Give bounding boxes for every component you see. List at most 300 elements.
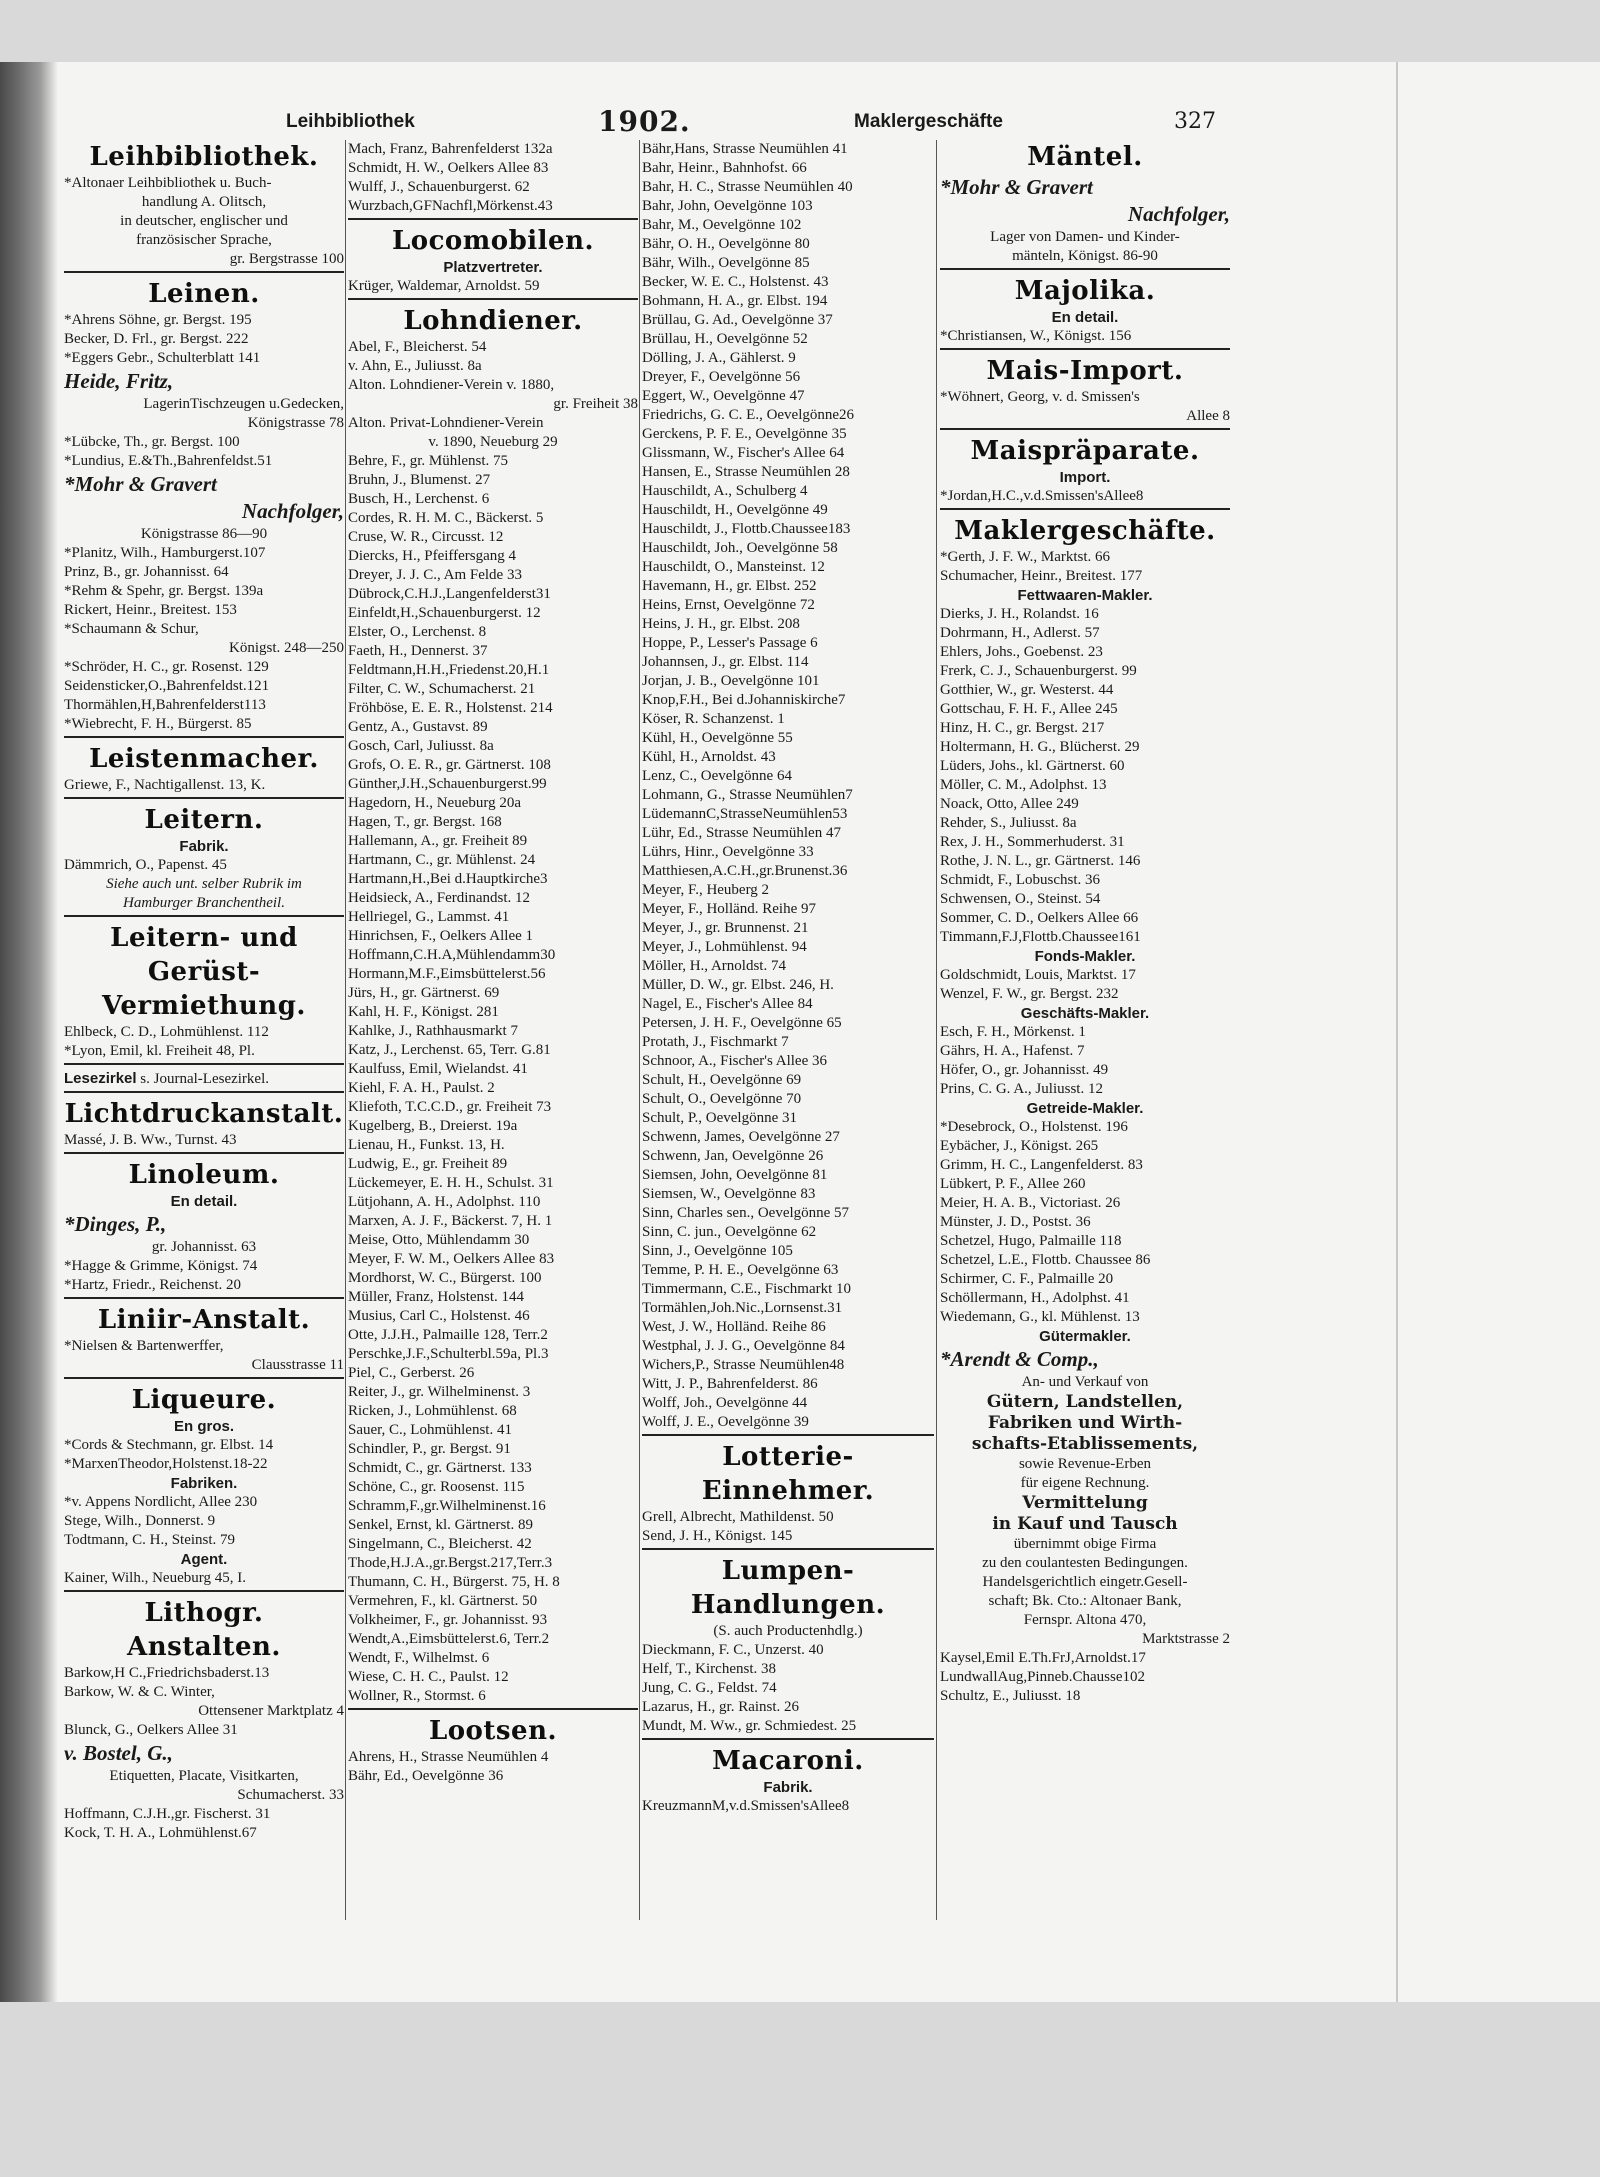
- cross-reference-heading: Lesezirkel: [64, 1070, 137, 1087]
- section-heading: Linoleum.: [128, 1160, 280, 1190]
- listing-entry: Königst. 248—250: [228, 640, 344, 656]
- listing-entry: gr. Johannisst. 63: [151, 1239, 257, 1255]
- listing-entry: Kliefoth, T.C.C.D., gr. Freiheit 73: [348, 1099, 552, 1115]
- section-heading: Maklergeschäfte.: [954, 516, 1216, 546]
- category-subheading: Geschäfts-Makler.: [1020, 1005, 1150, 1022]
- listing-entry: gr. Freiheit 38: [553, 396, 638, 412]
- listing-entry: Schult, P., Oevelgönne 31: [642, 1110, 797, 1126]
- listing-entry: Griewe, F., Nachtigallenst. 13, K.: [64, 777, 266, 793]
- column-rule: [639, 140, 640, 1920]
- listing-entry: Rehder, S., Juliusst. 8a: [940, 815, 1077, 831]
- section-rule: [940, 508, 1230, 510]
- listing-entry: Lohmann, G., Strasse Neumühlen7: [642, 787, 853, 803]
- listing-entry: Wendt,A.,Eimsbüttelerst.6, Terr.2: [348, 1631, 550, 1647]
- listing-entry: Meier, H. A. B., Victoriast. 26: [940, 1195, 1121, 1211]
- listing-entry: LüdemannC,StrasseNeumühlen53: [642, 806, 848, 822]
- listing-entry: Bahr, H. C., Strasse Neumühlen 40: [642, 179, 853, 195]
- listing-entry: *Rehm & Spehr, gr. Bergst. 139a: [64, 583, 264, 599]
- listing-entry: Busch, H., Lerchenst. 6: [348, 491, 490, 507]
- listing-entry: Marxen, A. J. F., Bäckerst. 7, H. 1: [348, 1213, 553, 1229]
- listing-entry: Lager von Damen- und Kinder-: [990, 229, 1180, 245]
- listing-entry: Friedrichs, G. C. E., Oevelgönne26: [642, 407, 855, 423]
- section-heading: Lotterie-Einnehmer.: [701, 1442, 875, 1506]
- listing-entry: Tormählen,Joh.Nic.,Lornsenst.31: [642, 1300, 843, 1316]
- listing-entry: Prinz, B., gr. Johannisst. 64: [64, 564, 229, 580]
- listing-entry: *v. Appens Nordlicht, Allee 230: [64, 1494, 258, 1510]
- page-number: 327: [1174, 109, 1216, 134]
- listing-entry: Barkow,H C.,Friedrichsbaderst.13: [64, 1665, 270, 1681]
- directory-section: [64, 1152, 344, 1295]
- listing-entry: *Jordan,H.C.,v.d.Smissen'sAllee8: [940, 488, 1144, 504]
- section-heading: Locomobilen.: [391, 226, 595, 256]
- listing-entry: Gottschau, F. H. F., Allee 245: [940, 701, 1118, 717]
- listing-entry: Schirmer, C. F., Palmaille 20: [940, 1271, 1114, 1287]
- listing-entry: Wiedemann, G., kl. Mühlenst. 13: [940, 1309, 1140, 1325]
- section-rule: [64, 1590, 344, 1592]
- listing-entry: Münster, J. D., Postst. 36: [940, 1214, 1091, 1230]
- section-heading: Macaroni.: [712, 1746, 864, 1776]
- listing-entry: KreuzmannM,v.d.Smissen'sAllee8: [642, 1798, 850, 1814]
- directory-section: [642, 1548, 934, 1736]
- listing-entry: *Gerth, J. F. W., Marktst. 66: [940, 549, 1111, 565]
- listing-entry: Protath, J., Fischmarkt 7: [642, 1034, 789, 1050]
- listing-entry: Kugelberg, B., Dreierst. 19a: [348, 1118, 518, 1134]
- listing-entry: Gerckens, P. F. E., Oevelgönne 35: [642, 426, 847, 442]
- directory-section: [64, 1377, 344, 1588]
- directory-section: [64, 1091, 344, 1150]
- listing-entry: Thormählen,H,Bahrenfelderst113: [64, 697, 266, 713]
- header-left: Leihbibliothek: [286, 111, 415, 132]
- section-subheading: Platzvertreter.: [443, 259, 543, 276]
- listing-entry: Schwenn, Jan, Oevelgönne 26: [642, 1148, 824, 1164]
- listing-entry: Piel, C., Gerberst. 26: [348, 1365, 475, 1381]
- listing-entry: Möller, C. M., Adolphst. 13: [940, 777, 1107, 793]
- listing-entry: Sommer, C. D., Oelkers Allee 66: [940, 910, 1139, 926]
- listing-entry: Glissmann, W., Fischer's Allee 64: [642, 445, 845, 461]
- listing-entry: Schultz, E., Juliusst. 18: [940, 1688, 1081, 1704]
- listing-entry: Faeth, H., Dennerst. 37: [348, 643, 488, 659]
- listing-entry: Singelmann, C., Bleicherst. 42: [348, 1536, 532, 1552]
- listing-entry: Hartmann,H.,Bei d.Hauptkirche3: [348, 871, 548, 887]
- listing-entry: Schetzel, L.E., Flottb. Chaussee 86: [940, 1252, 1151, 1268]
- listing-entry: Seidensticker,O.,Bahrenfeldst.121: [64, 678, 270, 694]
- listing-entry: Schwensen, O., Steinst. 54: [940, 891, 1101, 907]
- listing-entry: Perschke,J.F.,Schulterbl.59a, Pl.3: [348, 1346, 549, 1362]
- listing-entry: Wulff, J., Schauenburgerst. 62: [348, 179, 530, 195]
- listing-entry: Grimm, H. C., Langenfelderst. 83: [940, 1157, 1143, 1173]
- listing-entry: Lenz, C., Oevelgönne 64: [642, 768, 792, 784]
- listing-entry: Eybächer, J., Königst. 265: [940, 1138, 1099, 1154]
- listing-entry: schaft; Bk. Cto.: Altonaer Bank,: [988, 1593, 1182, 1609]
- cross-reference: [64, 1069, 344, 1089]
- category-subheading: Getreide-Makler.: [1026, 1100, 1144, 1117]
- listing-entry: Hallemann, A., gr. Freiheit 89: [348, 833, 528, 849]
- listing-entry: Kahl, H. F., Königst. 281: [348, 1004, 499, 1020]
- listing-entry: Lienau, H., Funkst. 13, H.: [348, 1137, 505, 1153]
- listing-entry: Hinz, H. C., gr. Bergst. 217: [940, 720, 1105, 736]
- directory-section: [940, 140, 1230, 266]
- section-heading: Lootsen.: [428, 1716, 558, 1746]
- section-subheading: Import.: [1059, 469, 1111, 486]
- listing-entry: Otte, J.J.H., Palmaille 128, Terr.2: [348, 1327, 548, 1343]
- category-subheading: Fettwaaren-Makler.: [1017, 587, 1153, 604]
- listing-entry: Schnoor, A., Fischer's Allee 36: [642, 1053, 828, 1069]
- featured-listing: *Arendt & Comp.,: [940, 1347, 1099, 1371]
- listing-entry: Wendt, F., Wilhelmst. 6: [348, 1650, 490, 1666]
- listing-entry: Möller, H., Arnoldst. 74: [642, 958, 786, 974]
- listing-entry: Bohmann, H. A., gr. Elbst. 194: [642, 293, 828, 309]
- listing-entry: Schmidt, F., Lobuschst. 36: [940, 872, 1101, 888]
- section-rule: [64, 271, 344, 273]
- listing-entry: Mordhorst, W. C., Bürgerst. 100: [348, 1270, 542, 1286]
- section-rule: [64, 1152, 344, 1154]
- listing-entry: Blunck, G., Oelkers Allee 31: [64, 1722, 238, 1738]
- directory-section: [642, 1738, 934, 1816]
- listing-entry: Hauschildt, Joh., Oevelgönne 58: [642, 540, 838, 556]
- section-rule: [348, 218, 638, 220]
- listing-entry: An- und Verkauf von: [1021, 1374, 1149, 1390]
- listing-entry: Sinn, Charles sen., Oevelgönne 57: [642, 1205, 850, 1221]
- section-heading: Majolika.: [1014, 276, 1156, 306]
- listing-entry: Einfeldt,H.,Schauenburgerst. 12: [348, 605, 541, 621]
- listing-entry: Matthiesen,A.C.H.,gr.Brunenst.36: [642, 863, 848, 879]
- section-rule: [64, 797, 344, 799]
- listing-entry: Lütjohann, A. H., Adolphst. 110: [348, 1194, 541, 1210]
- listing-entry: Dreyer, J. J. C., Am Felde 33: [348, 567, 522, 583]
- section-heading: Lumpen-Handlungen.: [690, 1556, 886, 1620]
- listing-entry: Sinn, J., Oevelgönne 105: [642, 1243, 793, 1259]
- listing-entry: Alton. Lohndiener-Verein v. 1880,: [348, 377, 555, 393]
- listing-entry: v. Ahn, E., Juliusst. 8a: [348, 358, 482, 374]
- listing-entry: Behre, F., gr. Mühlenst. 75: [348, 453, 509, 469]
- section-rule: [642, 1434, 934, 1436]
- section-heading: Lohndiener.: [403, 306, 583, 336]
- listing-entry: Lübkert, P. F., Allee 260: [940, 1176, 1086, 1192]
- listing-entry: Kaulfuss, Emil, Wielandst. 41: [348, 1061, 528, 1077]
- listing-entry: Lühr, Ed., Strasse Neumühlen 47: [642, 825, 841, 841]
- listing-entry: LundwallAug,Pinneb.Chausse102: [940, 1669, 1145, 1685]
- listing-entry: Gährs, H. A., Hafenst. 7: [940, 1043, 1085, 1059]
- listing-entry: Diercks, H., Pfeiffersgang 4: [348, 548, 517, 564]
- listing-entry: *Wöhnert, Georg, v. d. Smissen's: [940, 389, 1140, 405]
- directory-section: [64, 140, 344, 269]
- listing-entry: Gütern, Landstellen,: [986, 1392, 1184, 1412]
- listing-entry: gr. Bergstrasse 100: [229, 251, 344, 267]
- directory-section: [64, 915, 344, 1061]
- section-subheading: En detail.: [170, 1193, 238, 1210]
- directory-section: [348, 140, 638, 216]
- listing-entry: Höfer, O., gr. Johannisst. 49: [940, 1062, 1109, 1078]
- listing-entry: Eggert, W., Oevelgönne 47: [642, 388, 805, 404]
- listing-entry: *Hagge & Grimme, Königst. 74: [64, 1258, 258, 1274]
- listing-entry: Hartmann, C., gr. Mühlenst. 24: [348, 852, 536, 868]
- listing-entry: *Ahrens Söhne, gr. Bergst. 195: [64, 312, 252, 328]
- listing-entry: Schult, H., Oevelgönne 69: [642, 1072, 802, 1088]
- listing-entry: Kainer, Wilh., Neueburg 45, I.: [64, 1570, 246, 1586]
- listing-entry: Hagedorn, H., Neueburg 20a: [348, 795, 522, 811]
- section-rule: [64, 1063, 344, 1065]
- listing-entry: Dämmrich, O., Papenst. 45: [64, 857, 227, 873]
- listing-entry: *Desebrock, O., Holstenst. 196: [940, 1119, 1128, 1135]
- listing-entry: Heins, Ernst, Oevelgönne 72: [642, 597, 815, 613]
- listing-entry: in deutscher, englischer und: [120, 213, 288, 229]
- listing-entry: Schindler, P., gr. Bergst. 91: [348, 1441, 511, 1457]
- listing-entry: Ludwig, E., gr. Freiheit 89: [348, 1156, 508, 1172]
- listing-entry: handlung A. Olitsch,: [141, 194, 267, 210]
- directory-section: [64, 797, 344, 913]
- listing-entry: Köser, R. Schanzenst. 1: [642, 711, 785, 727]
- listing-entry: Lührs, Hinr., Oevelgönne 33: [642, 844, 814, 860]
- listing-entry: Nagel, E., Fischer's Allee 84: [642, 996, 813, 1012]
- listing-entry: Kiehl, F. A. H., Paulst. 2: [348, 1080, 495, 1096]
- listing-entry: Hoppe, P., Lesser's Passage 6: [642, 635, 818, 651]
- category-subheading: Fonds-Makler.: [1034, 948, 1136, 965]
- listing-entry: übernimmt obige Firma: [1013, 1536, 1157, 1552]
- section-heading: Mäntel.: [1027, 142, 1143, 172]
- listing-entry: Ahrens, H., Strasse Neumühlen 4: [348, 1749, 549, 1765]
- section-rule: [64, 1091, 344, 1093]
- listing-entry: Müller, D. W., gr. Elbst. 246, H.: [642, 977, 834, 993]
- directory-section: [64, 1590, 344, 1843]
- listing-entry: Wollner, R., Stormst. 6: [348, 1688, 486, 1704]
- directory-section: [940, 508, 1230, 1706]
- listing-entry: Grofs, O. E. R., gr. Gärtnerst. 108: [348, 757, 551, 773]
- section-subheading: En gros.: [173, 1418, 234, 1435]
- directory-section: [940, 348, 1230, 426]
- listing-entry: Bruhn, J., Blumenst. 27: [348, 472, 491, 488]
- listing-entry: Hamburger Branchentheil.: [123, 895, 285, 911]
- column-4: [940, 140, 1230, 1940]
- listing-entry: Wiese, C. H. C., Paulst. 12: [348, 1669, 509, 1685]
- featured-listing: Nachfolger,: [1127, 202, 1230, 226]
- page-edge: [1396, 62, 1398, 2002]
- listing-entry: Hauschildt, H., Oevelgönne 49: [642, 502, 828, 518]
- directory-section: [64, 1297, 344, 1375]
- section-rule: [940, 268, 1230, 270]
- listing-entry: schafts-Etablissements,: [971, 1434, 1199, 1454]
- section-heading: Mais-Import.: [986, 356, 1184, 386]
- listing-entry: Dölling, J. A., Gählerst. 9: [642, 350, 796, 366]
- listing-entry: Hoffmann, C.J.H.,gr. Fischerst. 31: [64, 1806, 271, 1822]
- listing-entry: Reiter, J., gr. Wilhelminenst. 3: [348, 1384, 531, 1400]
- category-subheading: Gütermakler.: [1039, 1328, 1131, 1345]
- listing-entry: Schult, O., Oevelgönne 70: [642, 1091, 802, 1107]
- listing-entry: Wurzbach,GFNachfl,Mörkenst.43: [348, 198, 553, 214]
- listing-entry: Becker, W. E. C., Holstenst. 43: [642, 274, 829, 290]
- listing-entry: Katz, J., Lerchenst. 65, Terr. G.81: [348, 1042, 551, 1058]
- listing-entry: LagerinTischzeugen u.Gedecken,: [143, 396, 344, 412]
- listing-entry: Bähr, Wilh., Oevelgönne 85: [642, 255, 810, 271]
- section-rule: [940, 428, 1230, 430]
- listing-entry: West, J. W., Holländ. Reihe 86: [642, 1319, 826, 1335]
- listing-entry: französischer Sprache,: [136, 232, 272, 248]
- listing-entry: Schwenn, James, Oevelgönne 27: [642, 1129, 840, 1145]
- listing-entry: Frerk, C. J., Schauenburgerst. 99: [940, 663, 1137, 679]
- listing-entry: Meyer, F., Heuberg 2: [642, 882, 770, 898]
- section-rule: [64, 1297, 344, 1299]
- listing-entry: Knop,F.H., Bei d.Johanniskirche7: [642, 692, 846, 708]
- featured-listing: v. Bostel, G.,: [64, 1741, 173, 1765]
- listing-entry: sowie Revenue-Erben: [1018, 1456, 1152, 1472]
- section-heading: Lichtdruckanstalt.: [64, 1099, 344, 1129]
- featured-listing: *Dinges, P.,: [64, 1212, 167, 1236]
- directory-section: [940, 268, 1230, 346]
- listing-entry: Timmann,F.J,Flottb.Chaussee161: [940, 929, 1141, 945]
- listing-entry: Dübrock,C.H.J.,Langenfelderst31: [348, 586, 551, 602]
- listing-entry: Siehe auch unt. selber Rubrik im: [106, 876, 302, 892]
- listing-entry: Hellriegel, G., Lammst. 41: [348, 909, 510, 925]
- listing-entry: *Nielsen & Bartenwerffer,: [64, 1338, 224, 1354]
- listing-entry: Jung, C. G., Feldst. 74: [642, 1680, 777, 1696]
- listing-entry: Bahr, Heinr., Bahnhofst. 66: [642, 160, 807, 176]
- listing-entry: Filter, C. W., Schumacherst. 21: [348, 681, 536, 697]
- listing-entry: (S. auch Productenhdlg.): [713, 1623, 863, 1639]
- listing-entry: mänteln, Königst. 86-90: [1012, 248, 1158, 264]
- listing-entry: Ehlbeck, C. D., Lohmühlenst. 112: [64, 1024, 269, 1040]
- featured-listing: *Mohr & Gravert: [64, 472, 217, 496]
- column-rule: [345, 140, 346, 1920]
- listing-entry: Sauer, C., Lohmühlenst. 41: [348, 1422, 512, 1438]
- featured-listing: Heide, Fritz,: [64, 369, 174, 393]
- listing-entry: Hauschildt, J., Flottb.Chaussee183: [642, 521, 851, 537]
- section-subheading: En detail.: [1051, 309, 1119, 326]
- directory-section: [348, 218, 638, 296]
- listing-entry: Barkow, W. & C. Winter,: [64, 1684, 215, 1700]
- listing-entry: Bahr, M., Oevelgönne 102: [642, 217, 802, 233]
- section-rule: [348, 298, 638, 300]
- listing-entry: Senkel, Ernst, kl. Gärtnerst. 89: [348, 1517, 533, 1533]
- listing-entry: Hansen, E., Strasse Neumühlen 28: [642, 464, 850, 480]
- listing-entry: Rex, J. H., Sommerhuderst. 31: [940, 834, 1125, 850]
- listing-entry: Schöllermann, H., Adolphst. 41: [940, 1290, 1130, 1306]
- listing-entry: Sinn, C. jun., Oevelgönne 62: [642, 1224, 817, 1240]
- listing-entry: Feldtmann,H.H.,Friedenst.20,H.1: [348, 662, 550, 678]
- listing-entry: Goldschmidt, Louis, Marktst. 17: [940, 967, 1136, 983]
- listing-entry: Todtmann, C. H., Steinst. 79: [64, 1532, 236, 1548]
- listing-entry: Thode,H.J.A.,gr.Bergst.217,Terr.3: [348, 1555, 553, 1571]
- listing-entry: *Schaumann & Schur,: [64, 621, 199, 637]
- section-rule: [348, 1708, 638, 1710]
- listing-entry: Westphal, J. J. G., Oevelgönne 84: [642, 1338, 845, 1354]
- listing-entry: Witt, J. P., Bahrenfelderst. 86: [642, 1376, 818, 1392]
- listing-entry: Massé, J. B. Ww., Turnst. 43: [64, 1132, 237, 1148]
- listing-entry: Bähr, O. H., Oevelgönne 80: [642, 236, 810, 252]
- listing-entry: Bähr, Ed., Oevelgönne 36: [348, 1768, 504, 1784]
- listing-entry: Vermittelung: [1022, 1493, 1148, 1513]
- category-subheading: Fabriken.: [170, 1475, 238, 1492]
- listing-entry: Schramm,F.,gr.Wilhelminenst.16: [348, 1498, 546, 1514]
- column-3: [642, 140, 934, 1940]
- listing-entry: Cordes, R. H. M. C., Bäckerst. 5: [348, 510, 544, 526]
- cross-reference-target: s. Journal-Lesezirkel.: [136, 1071, 269, 1087]
- section-rule: [642, 1548, 934, 1550]
- listing-entry: *Eggers Gebr., Schulterblatt 141: [64, 350, 261, 366]
- running-header: [286, 107, 1214, 137]
- listing-entry: Hauschildt, A., Schulberg 4: [642, 483, 808, 499]
- listing-entry: *Lyon, Emil, kl. Freiheit 48, Pl.: [64, 1043, 255, 1059]
- featured-listing: Nachfolger,: [241, 499, 344, 523]
- listing-entry: Schetzel, Hugo, Palmaille 118: [940, 1233, 1122, 1249]
- section-subheading: Fabrik.: [763, 1779, 813, 1796]
- listing-entry: Kahlke, J., Rathhausmarkt 7: [348, 1023, 518, 1039]
- listing-entry: Wichers,P., Strasse Neumühlen48: [642, 1357, 845, 1373]
- listing-entry: Alton. Privat-Lohndiener-Verein: [348, 415, 544, 431]
- listing-entry: Schöne, C., gr. Roosenst. 115: [348, 1479, 525, 1495]
- section-heading: Leitern.: [144, 805, 264, 835]
- listing-entry: Meyer, F. W. M., Oelkers Allee 83: [348, 1251, 555, 1267]
- column-rule: [936, 140, 937, 1920]
- listing-entry: Cruse, W. R., Circusst. 12: [348, 529, 504, 545]
- listing-entry: Dreyer, F., Oevelgönne 56: [642, 369, 801, 385]
- listing-entry: Schumacher, Heinr., Breitest. 177: [940, 568, 1143, 584]
- listing-entry: Wolff, Joh., Oevelgönne 44: [642, 1395, 808, 1411]
- listing-entry: Helf, T., Kirchenst. 38: [642, 1661, 776, 1677]
- listing-entry: Kühl, H., Oevelgönne 55: [642, 730, 793, 746]
- listing-entry: Stege, Wilh., Donnerst. 9: [64, 1513, 216, 1529]
- section-heading-line-2: Gerüst-Vermiethung.: [102, 957, 306, 1021]
- listing-entry: Günther,J.H.,Schauenburgerst.99: [348, 776, 547, 792]
- listing-entry: Dieckmann, F. C., Unzerst. 40: [642, 1642, 824, 1658]
- listing-entry: Temme, P. H. E., Oevelgönne 63: [642, 1262, 839, 1278]
- section-subheading: Fabrik.: [179, 838, 229, 855]
- section-rule: [940, 348, 1230, 350]
- listing-entry: Schumacherst. 33: [237, 1787, 344, 1803]
- listing-entry: Fröhböse, E. E. R., Holstenst. 214: [348, 700, 553, 716]
- listing-entry: Hoffmann,C.H.A,Mühlendamm30: [348, 947, 556, 963]
- page: [0, 62, 1600, 2002]
- listing-entry: Mundt, M. Ww., gr. Schmiedest. 25: [642, 1718, 857, 1734]
- column-1: [64, 140, 344, 1940]
- listing-entry: Send, J. H., Königst. 145: [642, 1528, 793, 1544]
- directory-columns: [64, 140, 1228, 1940]
- section-heading: Leitern- und: [110, 923, 298, 953]
- listing-entry: Musius, Carl C., Holstenst. 46: [348, 1308, 530, 1324]
- listing-entry: Krüger, Waldemar, Arnoldst. 59: [348, 278, 540, 294]
- section-rule: [64, 915, 344, 917]
- directory-section: [64, 736, 344, 795]
- listing-entry: Kock, T. H. A., Lohmühlenst.67: [64, 1825, 257, 1841]
- listing-entry: Holtermann, H. G., Blücherst. 29: [940, 739, 1140, 755]
- listing-entry: Marktstrasse 2: [1142, 1631, 1230, 1647]
- listing-entry: Brüllau, H., Oevelgönne 52: [642, 331, 808, 347]
- section-heading: Maispräparate.: [970, 436, 1200, 466]
- directory-section: [642, 140, 934, 1432]
- listing-entry: Thumann, C. H., Bürgerst. 75, H. 8: [348, 1574, 560, 1590]
- listing-entry: Havemann, H., gr. Elbst. 252: [642, 578, 817, 594]
- listing-entry: Esch, F. H., Mörkenst. 1: [940, 1024, 1086, 1040]
- section-rule: [64, 736, 344, 738]
- listing-entry: Rickert, Heinr., Breitest. 153: [64, 602, 237, 618]
- section-heading: Liqueure.: [131, 1385, 277, 1415]
- listing-entry: Allee 8: [1186, 408, 1230, 424]
- listing-entry: Hormann,M.F.,Eimsbüttelerst.56: [348, 966, 546, 982]
- listing-entry: Ricken, J., Lohmühlenst. 68: [348, 1403, 517, 1419]
- listing-entry: Dohrmann, H., Adlerst. 57: [940, 625, 1100, 641]
- listing-entry: Ehlers, Johs., Goebenst. 23: [940, 644, 1103, 660]
- listing-entry: Wolff, J. E., Oevelgönne 39: [642, 1414, 809, 1430]
- section-heading: Leinen.: [148, 279, 260, 309]
- directory-section: [940, 428, 1230, 506]
- featured-listing: *Mohr & Gravert: [940, 175, 1093, 199]
- listing-entry: Heidsieck, A., Ferdinandst. 12: [348, 890, 531, 906]
- scan-shadow: [0, 62, 58, 2002]
- listing-entry: Johannsen, J., gr. Elbst. 114: [642, 654, 809, 670]
- listing-entry: Gosch, Carl, Juliusst. 8a: [348, 738, 494, 754]
- listing-entry: Becker, D. Frl., gr. Bergst. 222: [64, 331, 249, 347]
- listing-entry: Gotthier, W., gr. Westerst. 44: [940, 682, 1114, 698]
- listing-entry: Noack, Otto, Allee 249: [940, 796, 1079, 812]
- listing-entry: Clausstrasse 11: [251, 1357, 344, 1373]
